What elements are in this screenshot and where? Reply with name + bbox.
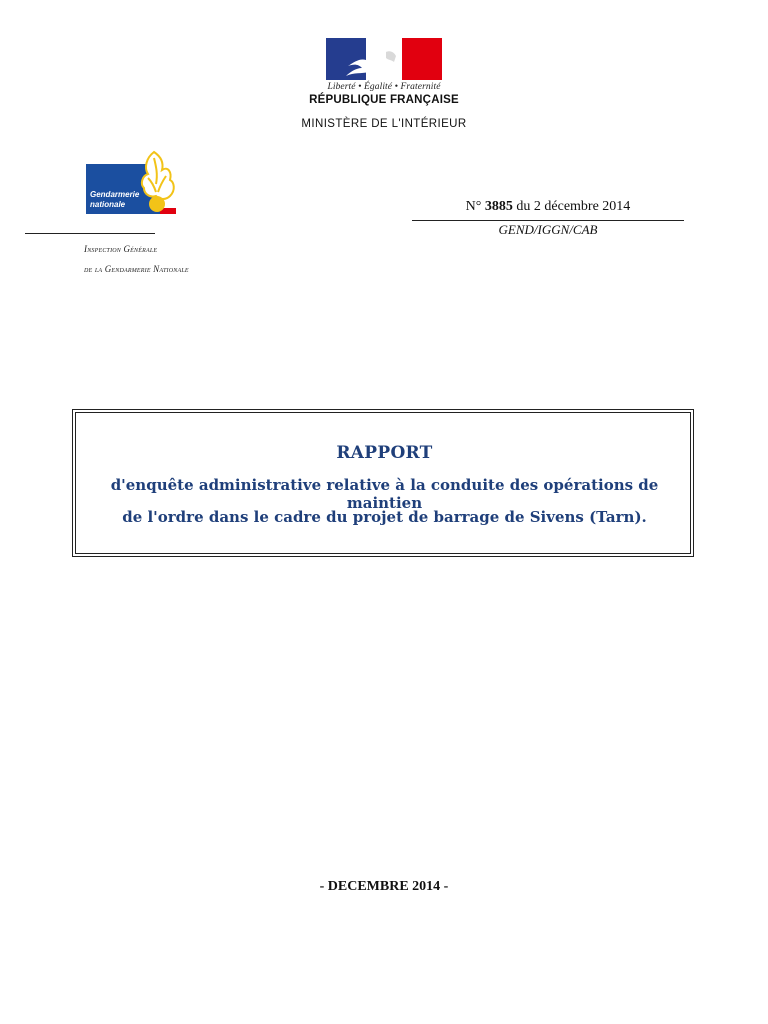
- gendarmerie-logo-line1: Gendarmerie: [90, 190, 140, 199]
- reference-number: 3885: [484, 199, 513, 214]
- report-subtitle-line2: de l'ordre dans le cadre du projet de barrage de Sivens (Tarn).: [122, 508, 647, 526]
- republic-motto: Liberté • Égalité • Fraternité: [327, 82, 441, 92]
- gendarmerie-logo-line2: nationale: [90, 200, 126, 209]
- report-title: RAPPORT: [336, 443, 433, 463]
- reference-code: GEND/IGGN/CAB: [498, 222, 598, 237]
- republique-francaise-logo: [326, 38, 442, 80]
- inspection-line2: de la Gendarmerie Nationale: [84, 264, 189, 274]
- ministry-name: MINISTÈRE DE L'INTÉRIEUR: [301, 118, 467, 130]
- reference-rule: [412, 220, 684, 221]
- report-subtitle-line1: d'enquête administrative relative à la conduite des opérations de maintien: [110, 476, 659, 512]
- inspection-rule: [25, 233, 155, 234]
- gendarmerie-logo-text: [90, 190, 150, 210]
- report-date: - DECEMBRE 2014 -: [319, 879, 449, 894]
- inspection-line1: Inspection Générale: [84, 244, 158, 254]
- republic-name: RÉPUBLIQUE FRANÇAISE: [309, 94, 459, 106]
- reference-number-line: [412, 199, 684, 215]
- reference-prefix: N°: [465, 199, 482, 214]
- reference-date: du 2 décembre 2014: [516, 199, 631, 214]
